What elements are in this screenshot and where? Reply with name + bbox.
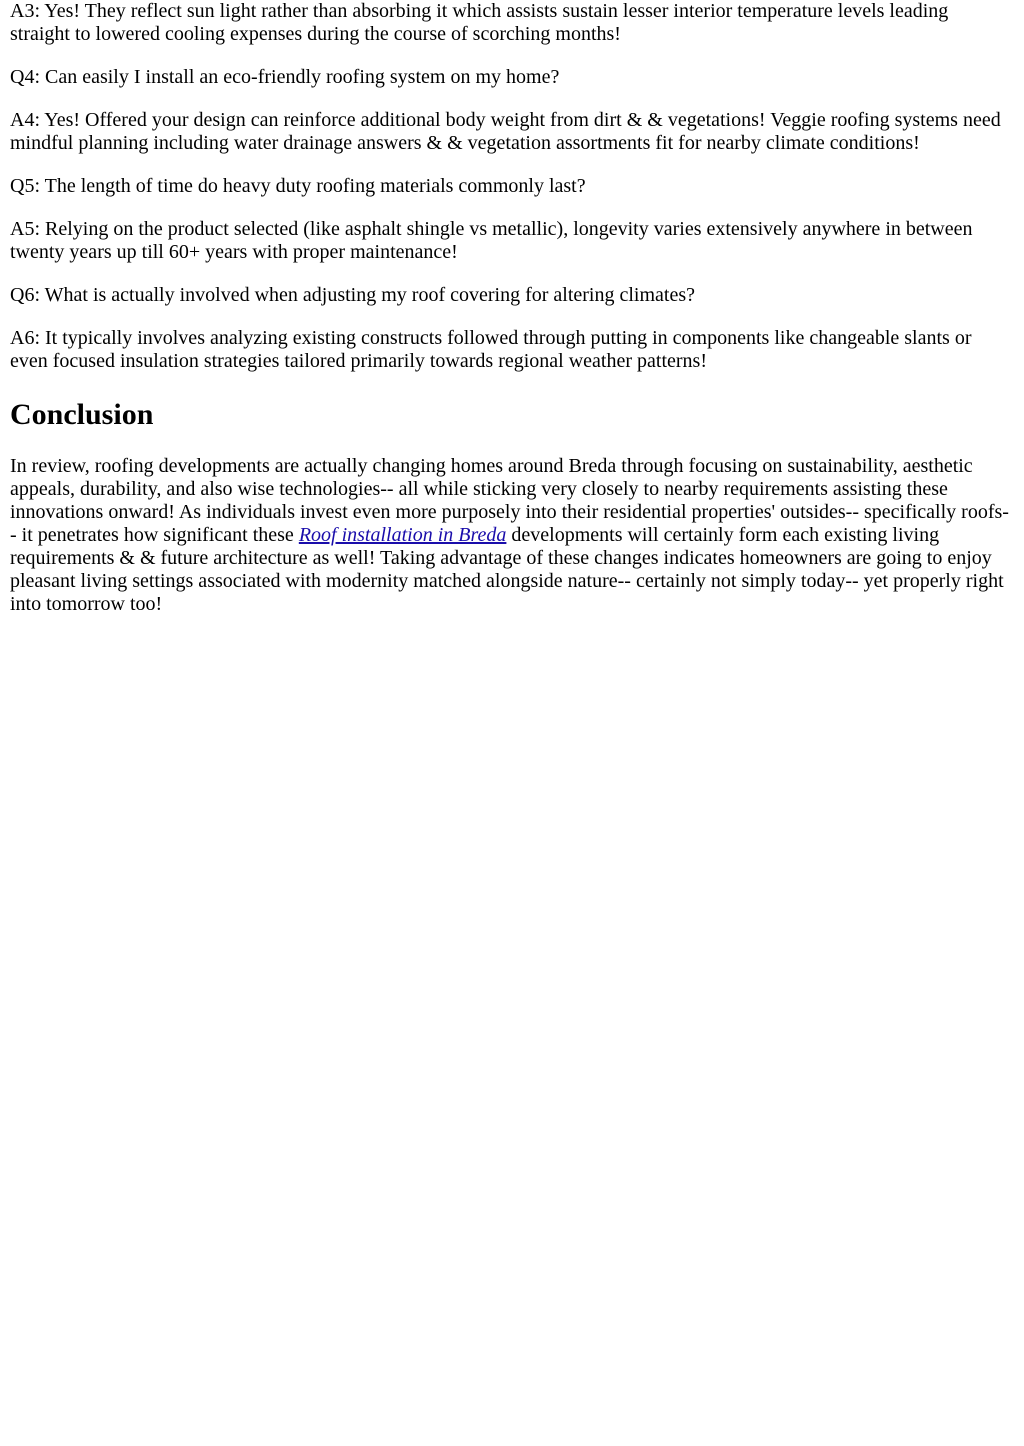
faq-answer-5: A5: Relying on the product selected (like asphalt shingle vs metallic), longevity varies extensively anywhere in between twenty years up till 60+ years with proper maintenance!	[10, 218, 973, 263]
faq-answer-6: A6: It typically involves analyzing existing constructs followed through putting in components like changeable slants or even focused insulation strategies tailored primarily towards regional weather patterns!	[10, 327, 972, 372]
faq-question-5: Q5: The length of time do heavy duty roofing materials commonly last?	[10, 175, 586, 197]
roof-installation-link[interactable]: Roof installation in Breda	[298, 524, 507, 546]
faq-question-4: Q4: Can easily I install an eco-friendly roofing system on my home?	[10, 66, 560, 88]
faq-question-6: Q6: What is actually involved when adjusting my roof covering for altering climates?	[10, 284, 695, 306]
faq-answer-3: A3: Yes! They reflect sun light rather than absorbing it which assists sustain lesser interior temperature levels leading straight to lowered cooling expenses during the course of scorching months!	[10, 0, 949, 45]
conclusion-text-before-link: In review, roofing developments are actually changing homes around Breda through focusing on sustainability, aesthetic appeals, durability, and also wise technologies-- all while sticking very closely to nearby requirements assisting these innovations onward! As individuals invest even more purposely into their residential properties' outsides-- specifically roofs-- it penetrates how significant these	[10, 455, 1009, 546]
faq-answer-4: A4: Yes! Offered your design can reinforce additional body weight from dirt & & vegetations! Veggie roofing systems need mindful planning including water drainage answers & & vegetation assortments fit for nearby climate conditions!	[10, 109, 1001, 154]
conclusion-text-after-link: developments will certainly form each existing living requirements & & future architecture as well! Taking advantage of these changes indicates homeowners are going to enjoy pleasant living settings associated with modernity matched alongside nature-- certainly not simply today-- yet properly right into tomorrow too!	[10, 524, 1004, 615]
conclusion-heading: Conclusion	[10, 398, 154, 431]
article-body	[0, 0, 1024, 616]
conclusion-paragraph	[10, 455, 1013, 616]
